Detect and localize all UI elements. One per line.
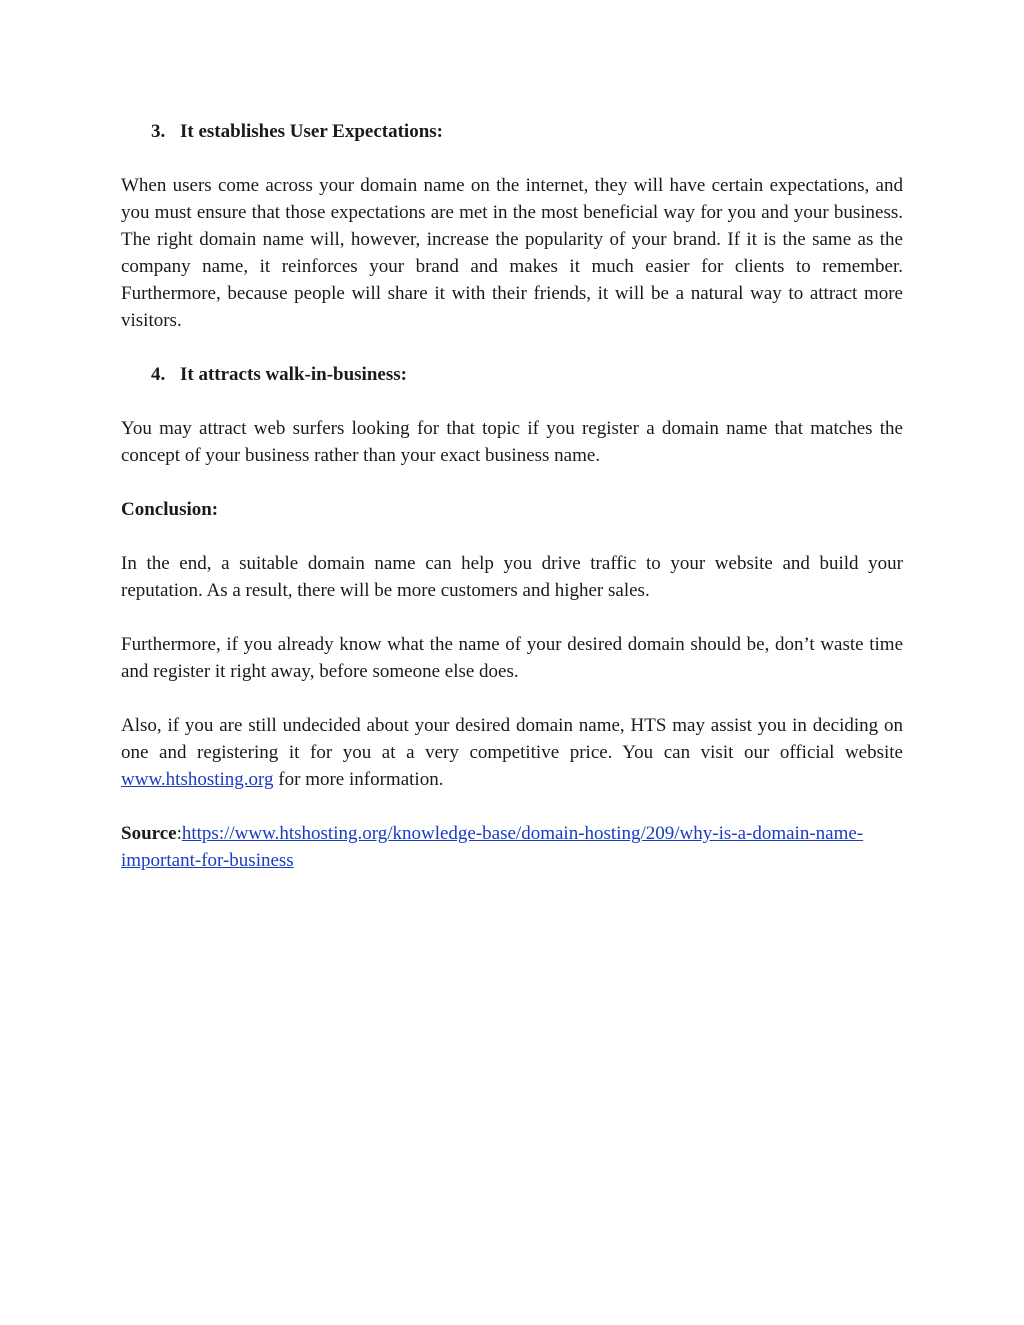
- source-label: Source: [121, 823, 177, 844]
- source-line: [121, 820, 903, 874]
- document-page: [121, 118, 903, 901]
- conclusion-heading: Conclusion:: [121, 499, 219, 520]
- conclusion-paragraph-3-text: Also, if you are still undecided about your desired domain name, HTS may assist you in deciding on one and registering it for you at a very competitive price. You can visit our official website: [121, 715, 903, 763]
- conclusion-paragraph-3-tail: for more information.: [273, 769, 444, 790]
- section-3-title: It establishes User Expectations:: [180, 121, 444, 142]
- section-4-number: 4.: [151, 364, 166, 385]
- website-link[interactable]: www.htshosting.org: [121, 769, 274, 790]
- section-4-heading: [121, 361, 903, 388]
- section-3-body: When users come across your domain name on the internet, they will have certain expectations, and you must ensure that those expectations are met in the most beneficial way for you and your business. The right domain name will, however, increase the popularity of your brand. If it is the same as the company name, it reinforces your brand and makes it much easier for clients to remember. Furthermore, because people will share it with their friends, it will be a natural way to attract more visitors.: [121, 175, 903, 331]
- conclusion-paragraph-3: [121, 712, 903, 793]
- conclusion-paragraph-1: In the end, a suitable domain name can help you drive traffic to your website and build your reputation. As a result, there will be more customers and higher sales.: [121, 553, 903, 601]
- source-separator: :: [176, 823, 182, 844]
- section-4-title: It attracts walk-in-business:: [180, 364, 407, 385]
- source-link[interactable]: https://www.htshosting.org/knowledge-base/domain-hosting/209/why-is-a-domain-name-important-for-business: [121, 823, 864, 871]
- section-3-heading: [121, 118, 903, 145]
- conclusion-paragraph-2: Furthermore, if you already know what the name of your desired domain should be, don’t waste time and register it right away, before someone else does.: [121, 634, 903, 682]
- section-3-number: 3.: [151, 121, 166, 142]
- section-4-body: You may attract web surfers looking for that topic if you register a domain name that matches the concept of your business rather than your exact business name.: [121, 418, 903, 466]
